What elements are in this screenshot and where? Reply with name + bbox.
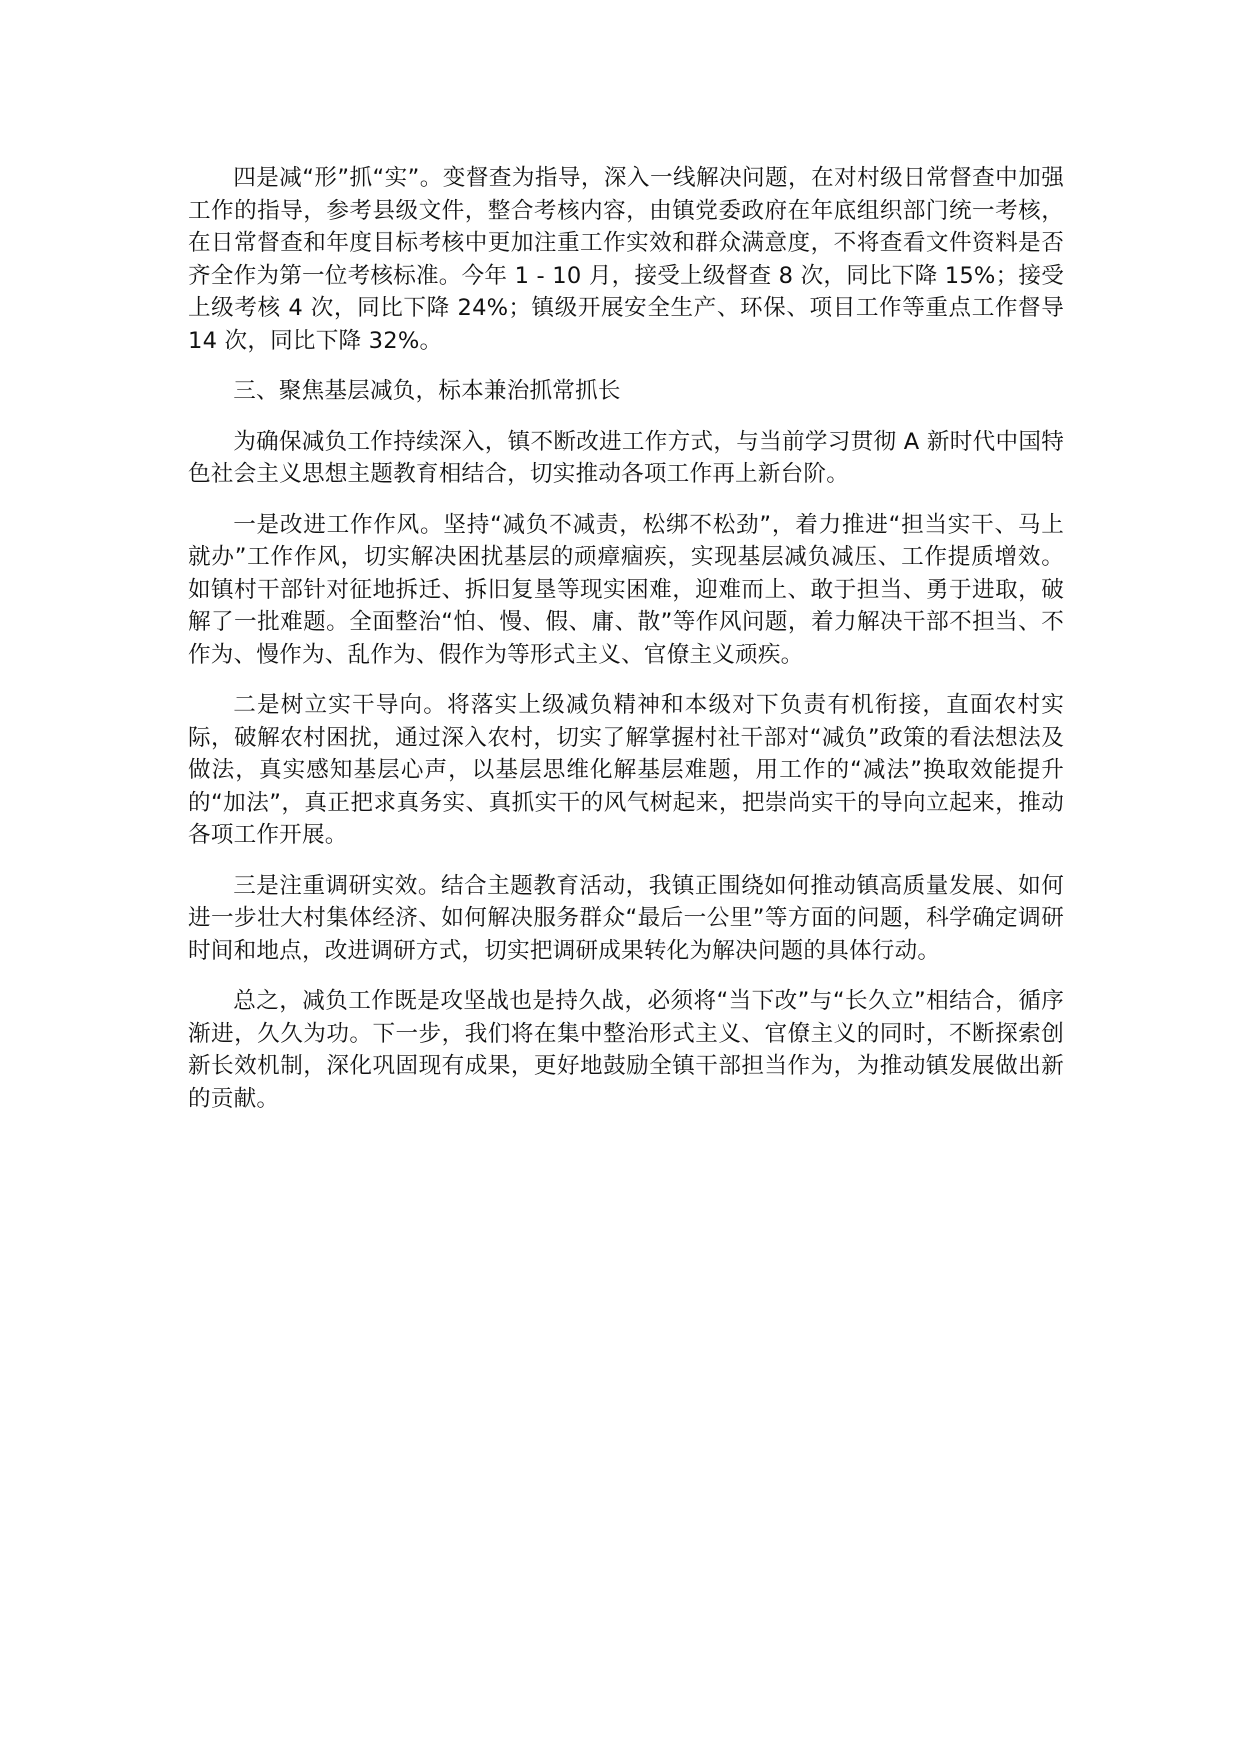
paragraph-reduce-form-grasp-substance: 四是减“形”抓“实”。变督查为指导，深入一线解决问题，在对村级日常督查中加强工作的指导，参考县级文件，整合考核内容，由镇党委政府在年底组织部门统一考核，在日常督查和年度目标考核中更加注重工作实效和群众满意度，不将查看文件资料是否齐全作为第一位考核标准。今年 1 - 10 月，接受上级督查 8 次，同比下降 15%；接受上级考核 4 次，同比下降 24%；镇级开展安全生产、环保、项目工作等重点工作督导 14 次，同比下降 32%。: [188, 165, 1064, 354]
paragraph-practical-orientation: 二是树立实干导向。将落实上级减负精神和本级对下负责有机衔接，直面农村实际，破解农村困扰，通过深入农村，切实了解掌握村社干部对“减负”政策的看法想法及做法，真实感知基层心声，以基层思维化解基层难题，用工作的“减法”换取效能提升的“加法”，真正把求真务实、真抓实干的风气树起来，把崇尚实干的导向立起来，推动各项工作开展。: [188, 692, 1064, 848]
paragraph-section-intro: 为确保减负工作持续深入，镇不断改进工作方式，与当前学习贯彻 A 新时代中国特色社会主义思想主题教育相结合，切实推动各项工作再上新台阶。: [188, 428, 1064, 487]
paragraph-research-effectiveness: 三是注重调研实效。结合主题教育活动，我镇正围绕如何推动镇高质量发展、如何进一步壮大村集体经济、如何解决服务群众“最后一公里”等方面的问题，科学确定调研时间和地点，改进调研方式，切实把调研成果转化为解决问题的具体行动。: [188, 872, 1064, 964]
paragraph-conclusion: 总之，减负工作既是攻坚战也是持久战，必须将“当下改”与“长久立”相结合，循序渐进，久久为功。下一步，我们将在集中整治形式主义、官僚主义的同时，不断探索创新长效机制，深化巩固现有成果，更好地鼓励全镇干部担当作为，为推动镇发展做出新的贡献。: [188, 988, 1064, 1112]
document-body: [188, 162, 1064, 1133]
paragraph-improve-work-style: 一是改进工作作风。坚持“减负不减责，松绑不松劲”，着力推进“担当实干、马上就办”工作作风，切实解决困扰基层的顽瘴痼疾，实现基层减负减压、工作提质增效。如镇村干部针对征地拆迁、拆旧复垦等现实困难，迎难而上、敢于担当、勇于进取，破解了一批难题。全面整治“怕、慢、假、庸、散”等作风问题，着力解决干部不担当、不作为、慢作为、乱作为、假作为等形式主义、官僚主义顽疾。: [188, 511, 1064, 668]
section-heading-3: 三、聚焦基层减负，标本兼治抓常抓长: [233, 378, 621, 404]
